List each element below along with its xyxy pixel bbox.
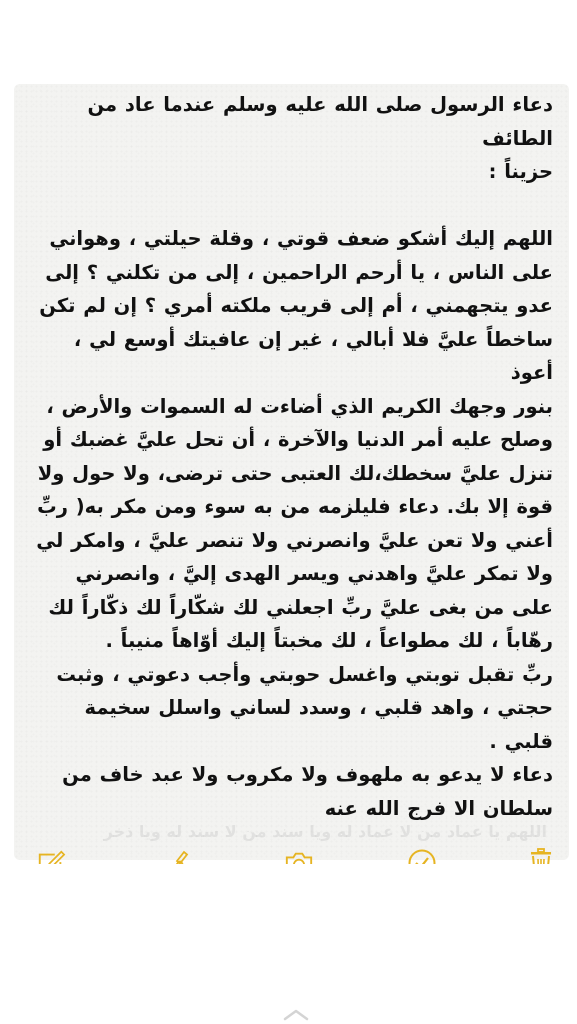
sketch-icon[interactable] <box>160 848 190 864</box>
note-line: دعاء لا يدعو به ملهوف ولا مكروب ولا عبد خاف من <box>62 763 553 786</box>
checklist-icon[interactable] <box>407 848 437 864</box>
note-line: رهّاباً ، لك مطواعاً ، لك مخبتاً إليك أوّاهاً منيباً . <box>105 629 553 652</box>
note-line: ربِّ تقبل توبتي واغسل حوبتي وأجب دعوتي ، وثبت <box>56 662 553 686</box>
note-line: بنور وجهك الكريم الذي أضاءت له السموات والأرض ، <box>46 394 553 418</box>
note-line: عدو يتجهمني ، أم إلى قريب ملكته أمري ؟ إن لم تكن <box>39 294 553 317</box>
note-line: حجتي ، واهد قلبي ، وسدد لساني واسلل سخيمة <box>84 696 553 719</box>
compose-icon[interactable] <box>36 848 66 864</box>
note-line: سلطان الا فرج الله عنه <box>324 796 553 820</box>
chevron-up-icon[interactable] <box>282 1006 310 1020</box>
note-line: على الناس ، يا أرحم الراحمين ، إلى من تكلني ؟ إلى <box>45 260 553 284</box>
trash-icon[interactable] <box>526 848 556 864</box>
camera-icon[interactable] <box>284 848 314 864</box>
faded-text-behind-toolbar: اللهم يا عماد من لا عماد له ويا سند من لا سند له ويا ذخر <box>103 822 547 841</box>
notes-toolbar <box>14 838 569 864</box>
note-line: أعني ولا تعن عليَّ وانصرني ولا تنصر عليَّ ، وامكر لي <box>36 528 553 552</box>
note-body[interactable] <box>28 88 553 825</box>
note-line: قلبي . <box>489 729 553 753</box>
note-line: ساخطاً عليَّ فلا أبالي ، غير إن عافيتك أوسع لي ، أعوذ <box>73 327 553 384</box>
note-line: ولا تمكر عليَّ واهدني ويسر الهدى إليَّ ، وانصرني <box>75 562 553 585</box>
note-line: قوة إلا بك. دعاء فليلزمه من به سوء ومن مكر به( ربِّ <box>37 495 553 518</box>
note-line: وصلح عليه أمر الدنيا والآخرة ، أن تحل عليَّ غضبك أو <box>43 428 553 451</box>
note-line: على من بغى عليَّ ربِّ اجعلني لك شكّاراً لك ذكّاراً لك <box>48 595 553 619</box>
note-title-line-1: دعاء الرسول صلى الله عليه وسلم عندما عاد من الطائف <box>87 93 553 150</box>
note-line: تنزل عليَّ سخطك،لك العتبى حتى ترضى، ولا حول ولا <box>37 461 553 485</box>
note-line: اللهم إليك أشكو ضعف قوتي ، وقلة حيلتي ، وهواني <box>49 227 553 250</box>
note-editor[interactable] <box>14 84 569 860</box>
note-title-line-2: حزيناً : <box>488 160 553 183</box>
blank-line <box>28 189 553 223</box>
